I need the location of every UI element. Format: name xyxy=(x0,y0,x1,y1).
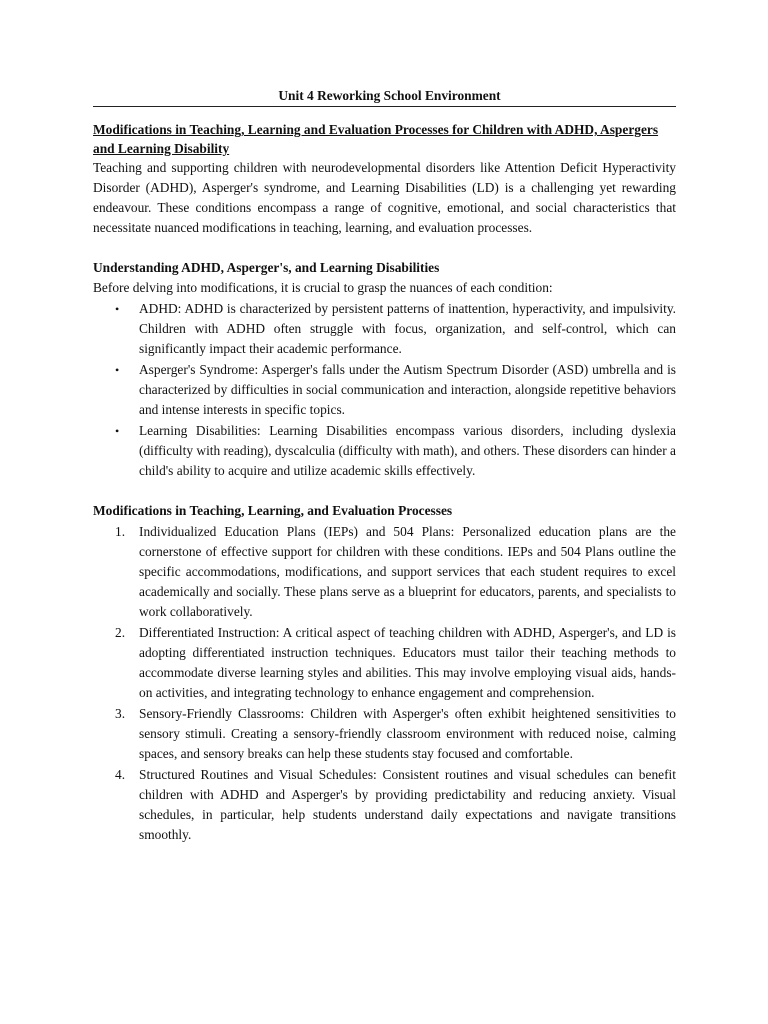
conditions-list xyxy=(93,299,676,481)
understanding-lead: Before delving into modifications, it is crucial to grasp the nuances of each condition: xyxy=(93,280,553,295)
understanding-heading: Understanding ADHD, Asperger's, and Learning Disabilities xyxy=(93,260,440,275)
bullet-icon: • xyxy=(115,302,120,316)
modifications-heading: Modifications in Teaching, Learning, and Evaluation Processes xyxy=(93,503,453,518)
main-heading: Modifications in Teaching, Learning and Evaluation Processes for Children with ADHD, Aspergers and Learning Disability xyxy=(93,122,659,156)
list-item-text: Asperger's Syndrome: Asperger's falls under the Autism Spectrum Disorder (ASD) umbrella and is characterized by difficulties in social communication and interaction, alongside repetitive behaviors and intense interests in specific topics. xyxy=(139,362,676,417)
page-header xyxy=(93,86,676,107)
bullet-icon: • xyxy=(115,424,120,438)
list-item-text: ADHD: ADHD is characterized by persistent patterns of inattention, hyperactivity, and impulsivity. Children with ADHD often struggle with focus, organization, and self-control, which can significantly impact their academic performance. xyxy=(139,301,676,356)
unit-title: Unit 4 Reworking School Environment xyxy=(278,88,501,103)
list-item-text: Individualized Education Plans (IEPs) and 504 Plans: Personalized education plans are the cornerstone of effective support for children with these conditions. IEPs and 504 Plans outline the specific accommodations, modifications, and support services that each student requires to excel academically and socially. These plans serve as a blueprint for educators, parents, and specialists to work collaboratively. xyxy=(139,524,676,619)
list-item-text: Sensory-Friendly Classrooms: Children with Asperger's often exhibit heightened sensitivities to sensory stimuli. Creating a sensory-friendly classroom environment with reduced noise, calming spaces, and sensory breaks can help these students stay focused and comfortable. xyxy=(139,706,676,761)
list-item-text: Differentiated Instruction: A critical aspect of teaching children with ADHD, Asperger's, and LD is adopting differentiated instruction techniques. Educators must tailor their teaching methods to accommodate diverse learning styles and abilities. This may involve employing visual aids, hands-on activities, and integrating technology to enhance engagement and comprehension. xyxy=(139,625,676,700)
list-item xyxy=(93,522,676,622)
list-item-text: Learning Disabilities: Learning Disabilities encompass various disorders, including dyslexia (difficulty with reading), dyscalculia (difficulty with math), and others. These disorders can hinder a child's ability to acquire and utilize academic skills effectively. xyxy=(139,423,676,478)
list-item-text: Structured Routines and Visual Schedules: Consistent routines and visual schedules can benefit children with ADHD and Asperger's by providing predictability and reducing anxiety. Visual schedules, in particular, help students understand daily expectations and navigate transitions smoothly. xyxy=(139,767,676,842)
list-number: 2. xyxy=(115,625,126,640)
list-item xyxy=(93,421,676,481)
list-item xyxy=(93,765,676,845)
list-number: 1. xyxy=(115,524,126,539)
intro-paragraph: Teaching and supporting children with neurodevelopmental disorders like Attention Deficit Hyperactivity Disorder (ADHD), Asperger's syndrome, and Learning Disabilities (LD) is a challenging yet rewarding endeavour. These conditions encompass a range of cognitive, emotional, and social characteristics that necessitate nuanced modifications in teaching, learning, and evaluation processes. xyxy=(93,160,676,235)
list-item xyxy=(93,360,676,420)
list-item xyxy=(93,704,676,764)
list-number: 4. xyxy=(115,767,126,782)
list-number: 3. xyxy=(115,706,126,721)
list-item xyxy=(93,623,676,703)
modifications-list xyxy=(93,522,676,845)
list-item xyxy=(93,299,676,359)
bullet-icon: • xyxy=(115,363,120,377)
